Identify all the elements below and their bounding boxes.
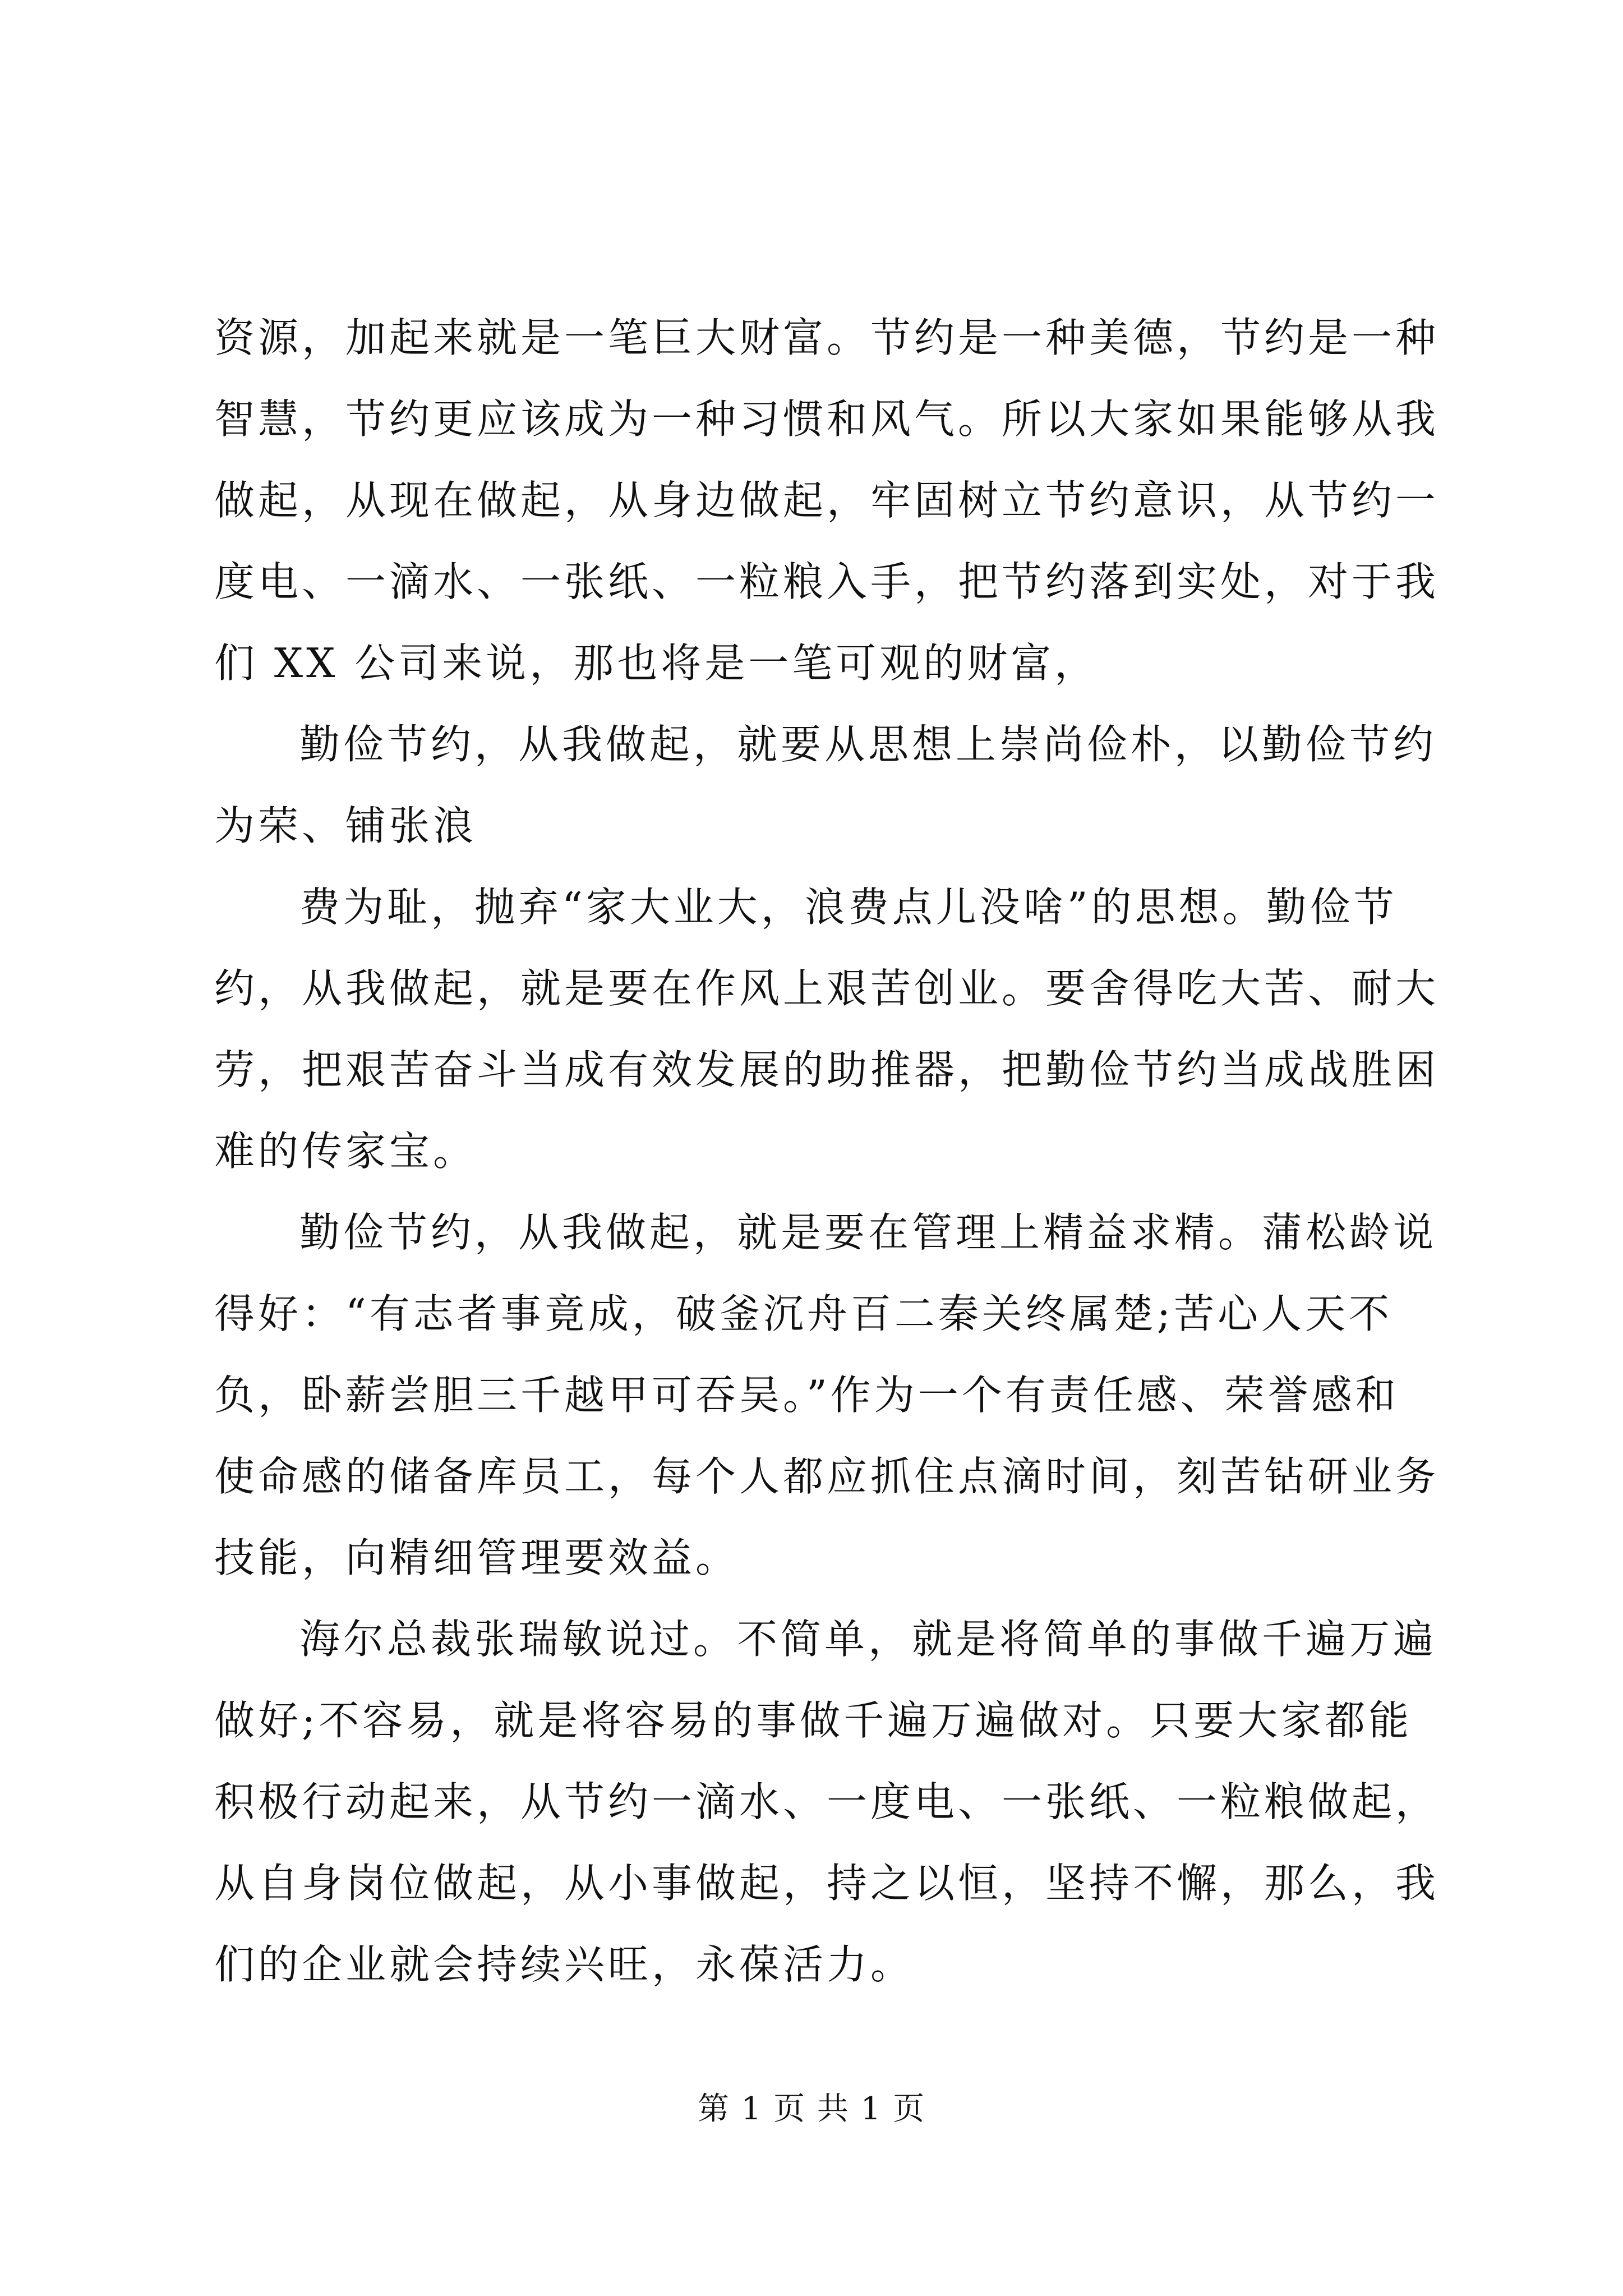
- text-line: 积极行动起来，从节约一滴水、一度电、一张纸、一粒粮做起，: [214, 1778, 1440, 1825]
- text-line: 为荣、铺张浪: [214, 802, 477, 849]
- text-line: 做好;不容易，就是将容易的事做千遍万遍做对。只要大家都能: [214, 1697, 1413, 1744]
- text-line: 难的传家宝。: [214, 1128, 477, 1175]
- paragraph-start-line: 勤俭节约，从我做起，就要从思想上崇尚俭朴，以勤俭节约: [299, 721, 1437, 768]
- page-number-footer: 第 1 页 共 1 页: [697, 2091, 926, 2127]
- text-line: 智慧，节约更应该成为一种习惯和风气。所以大家如果能够从我: [214, 395, 1440, 443]
- text-line: 从自身岗位做起，从小事做起，持之以恒，坚持不懈，那么，我: [214, 1860, 1440, 1907]
- text-line: 技能，向精细管理要效益。: [214, 1534, 740, 1581]
- text-line: 约，从我做起，就是要在作风上艰苦创业。要舍得吃大苦、耐大: [214, 965, 1440, 1012]
- paragraph-start-line: 勤俭节约，从我做起，就是要在管理上精益求精。蒲松龄说: [299, 1209, 1437, 1256]
- paragraph-start-line: 海尔总裁张瑞敏说过。不简单，就是将简单的事做千遍万遍: [299, 1616, 1437, 1663]
- text-line: 们的企业就会持续兴旺，永葆活力。: [214, 1941, 915, 1988]
- text-line: 使命感的储备库员工，每个人都应抓住点滴时间，刻苦钻研业务: [214, 1453, 1440, 1500]
- text-line: 得好：“有志者事竟成，破釜沉舟百二秦关终属楚;苦心人天不: [214, 1290, 1393, 1337]
- text-line: 们 XX 公司来说，那也将是一笔可观的财富，: [214, 639, 1099, 687]
- document-body: [214, 297, 1440, 2005]
- text-line: 资源，加起来就是一笔巨大财富。节约是一种美德，节约是一种: [214, 314, 1440, 361]
- text-line: 度电、一滴水、一张纸、一粒粮入手，把节约落到实处，对于我: [214, 558, 1440, 605]
- text-line: 劳，把艰苦奋斗当成有效发展的助推器，把勤俭节约当成战胜困: [214, 1046, 1440, 1093]
- text-line: 做起，从现在做起，从身边做起，牢固树立节约意识，从节约一: [214, 477, 1440, 524]
- paragraph-start-line: 费为耻，抛弃“家大业大，浪费点儿没啥”的思想。勤俭节: [299, 884, 1398, 931]
- text-line: 负，卧薪尝胆三千越甲可吞吴。”作为一个有责任感、荣誉感和: [214, 1372, 1399, 1419]
